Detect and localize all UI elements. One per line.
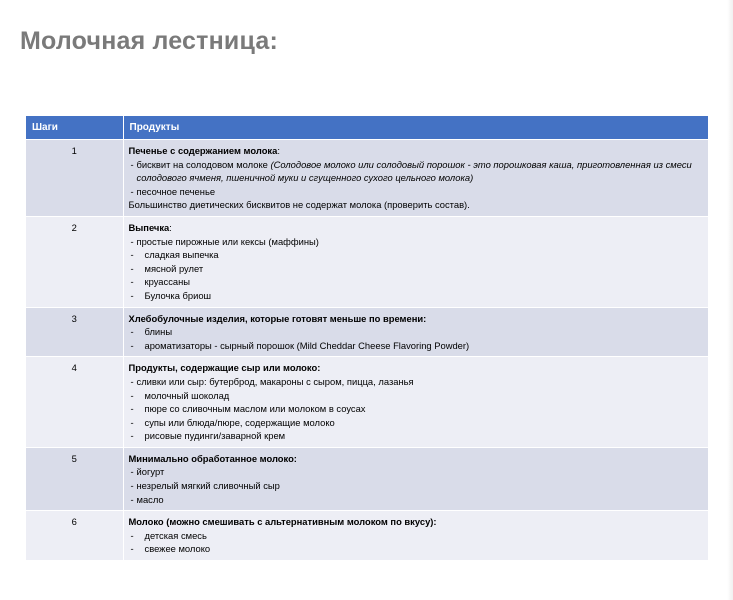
item-text: сливки или сыр: бутерброд, макароны с сыром, пицца, лазанья bbox=[136, 375, 414, 387]
item-text: пюре со сливочным маслом или молоком в соусах bbox=[144, 403, 366, 415]
item-text: простые пирожные или кексы (маффины) bbox=[136, 235, 319, 247]
item-text: свежее молоко bbox=[144, 543, 211, 555]
item-text: масло bbox=[136, 493, 164, 505]
list-item: - йогурт bbox=[130, 466, 165, 478]
header-steps: Шаги bbox=[26, 116, 123, 140]
step-number: 5 bbox=[26, 447, 123, 510]
item-text: блины bbox=[144, 326, 173, 338]
item-text: ароматизаторы - сырный порошок (Mild Cheddar Cheese Flavoring Powder) bbox=[144, 339, 470, 351]
list-item: - круассаны bbox=[130, 276, 191, 288]
table-row bbox=[26, 307, 708, 357]
step-number: 6 bbox=[26, 511, 123, 560]
item-note: (Солодовое молоко или солодовый порошок - это порошковая каша, приготовленная из смеси солодового ячменя, пшеничной муки и сгущенного сухого цельного молока) bbox=[136, 158, 692, 184]
row-title: Молоко (можно смешивать с альтернативным молоком по вкусу): bbox=[128, 516, 437, 528]
list-item: - незрелый мягкий сливочный сыр bbox=[130, 480, 280, 492]
table-row bbox=[26, 216, 708, 307]
row-title-suffix: : bbox=[169, 221, 172, 233]
table-row bbox=[26, 447, 708, 510]
milk-ladder-table bbox=[26, 116, 708, 560]
list-item: - масло bbox=[130, 493, 164, 505]
list-item: - ароматизаторы - сырный порошок (Mild Cheddar Cheese Flavoring Powder) bbox=[130, 339, 470, 351]
products-cell bbox=[123, 140, 708, 217]
item-text: сладкая выпечка bbox=[144, 249, 219, 261]
row-title: Хлебобулочные изделия, которые готовят меньше по времени: bbox=[128, 312, 427, 324]
item-text: песочное печенье bbox=[136, 185, 216, 197]
list-item: - супы или блюда/пюре, содержащие молоко bbox=[130, 416, 335, 428]
item-text: Булочка бриош bbox=[144, 289, 212, 301]
step-number: 2 bbox=[26, 216, 123, 307]
table-row bbox=[26, 140, 708, 217]
list-item: - Булочка бриош bbox=[130, 289, 212, 301]
step-number: 1 bbox=[26, 140, 123, 217]
item-text: мясной рулет bbox=[144, 262, 204, 274]
row-footnote: Большинство диетических бисквитов не содержат молока (проверить состав). bbox=[128, 199, 470, 211]
page-title: Молочная лестница: bbox=[20, 27, 278, 55]
table-header-row bbox=[26, 116, 708, 140]
products-cell bbox=[123, 307, 708, 357]
list-item: - простые пирожные или кексы (маффины) bbox=[130, 235, 319, 247]
products-cell bbox=[123, 357, 708, 448]
list-item: - свежее молоко bbox=[130, 543, 211, 555]
list-item: - сливки или сыр: бутерброд, макароны с сыром, пицца, лазанья bbox=[130, 375, 414, 387]
products-cell bbox=[123, 216, 708, 307]
item-text: рисовые пудинги/заварной крем bbox=[144, 430, 286, 442]
list-item: - молочный шоколад bbox=[130, 389, 230, 401]
item-text: незрелый мягкий сливочный сыр bbox=[136, 480, 280, 492]
row-title: Продукты, содержащие сыр или молоко: bbox=[128, 362, 321, 374]
table-row bbox=[26, 357, 708, 448]
item-text: молочный шоколад bbox=[144, 389, 230, 401]
item-text: йогурт bbox=[136, 466, 165, 478]
item-text: круассаны bbox=[144, 276, 191, 288]
item-text: супы или блюда/пюре, содержащие молоко bbox=[144, 416, 335, 428]
edge-shadow bbox=[727, 0, 733, 600]
list-item: - бисквит на солодовом молоке (Солодовое молоко или солодовый порошок - это порошковая каша, приготовленная из смеси солодового ячменя, пшеничной муки и сгущенного сухого цельного молока) bbox=[130, 158, 692, 184]
list-item: - рисовые пудинги/заварной крем bbox=[130, 430, 286, 442]
item-text: детская смесь bbox=[144, 529, 207, 541]
step-number: 3 bbox=[26, 307, 123, 357]
list-item: - пюре со сливочным маслом или молоком в соусах bbox=[130, 403, 366, 415]
row-title: Выпечка bbox=[128, 221, 170, 233]
list-item: - сладкая выпечка bbox=[130, 249, 219, 261]
row-title: Минимально обработанное молоко: bbox=[128, 452, 297, 464]
row-title: Печенье с содержанием молока bbox=[128, 145, 278, 156]
list-item: - блины bbox=[130, 326, 173, 338]
step-number: 4 bbox=[26, 357, 123, 448]
item-text: бисквит на солодовом молоке bbox=[136, 158, 271, 170]
list-item: - песочное печенье bbox=[130, 185, 216, 197]
list-item: - мясной рулет bbox=[130, 262, 204, 274]
products-cell bbox=[123, 447, 708, 510]
list-item: - детская смесь bbox=[130, 529, 207, 541]
header-products: Продукты bbox=[123, 116, 708, 140]
table-row bbox=[26, 511, 708, 560]
products-cell bbox=[123, 511, 708, 560]
row-title-suffix: : bbox=[277, 145, 280, 156]
